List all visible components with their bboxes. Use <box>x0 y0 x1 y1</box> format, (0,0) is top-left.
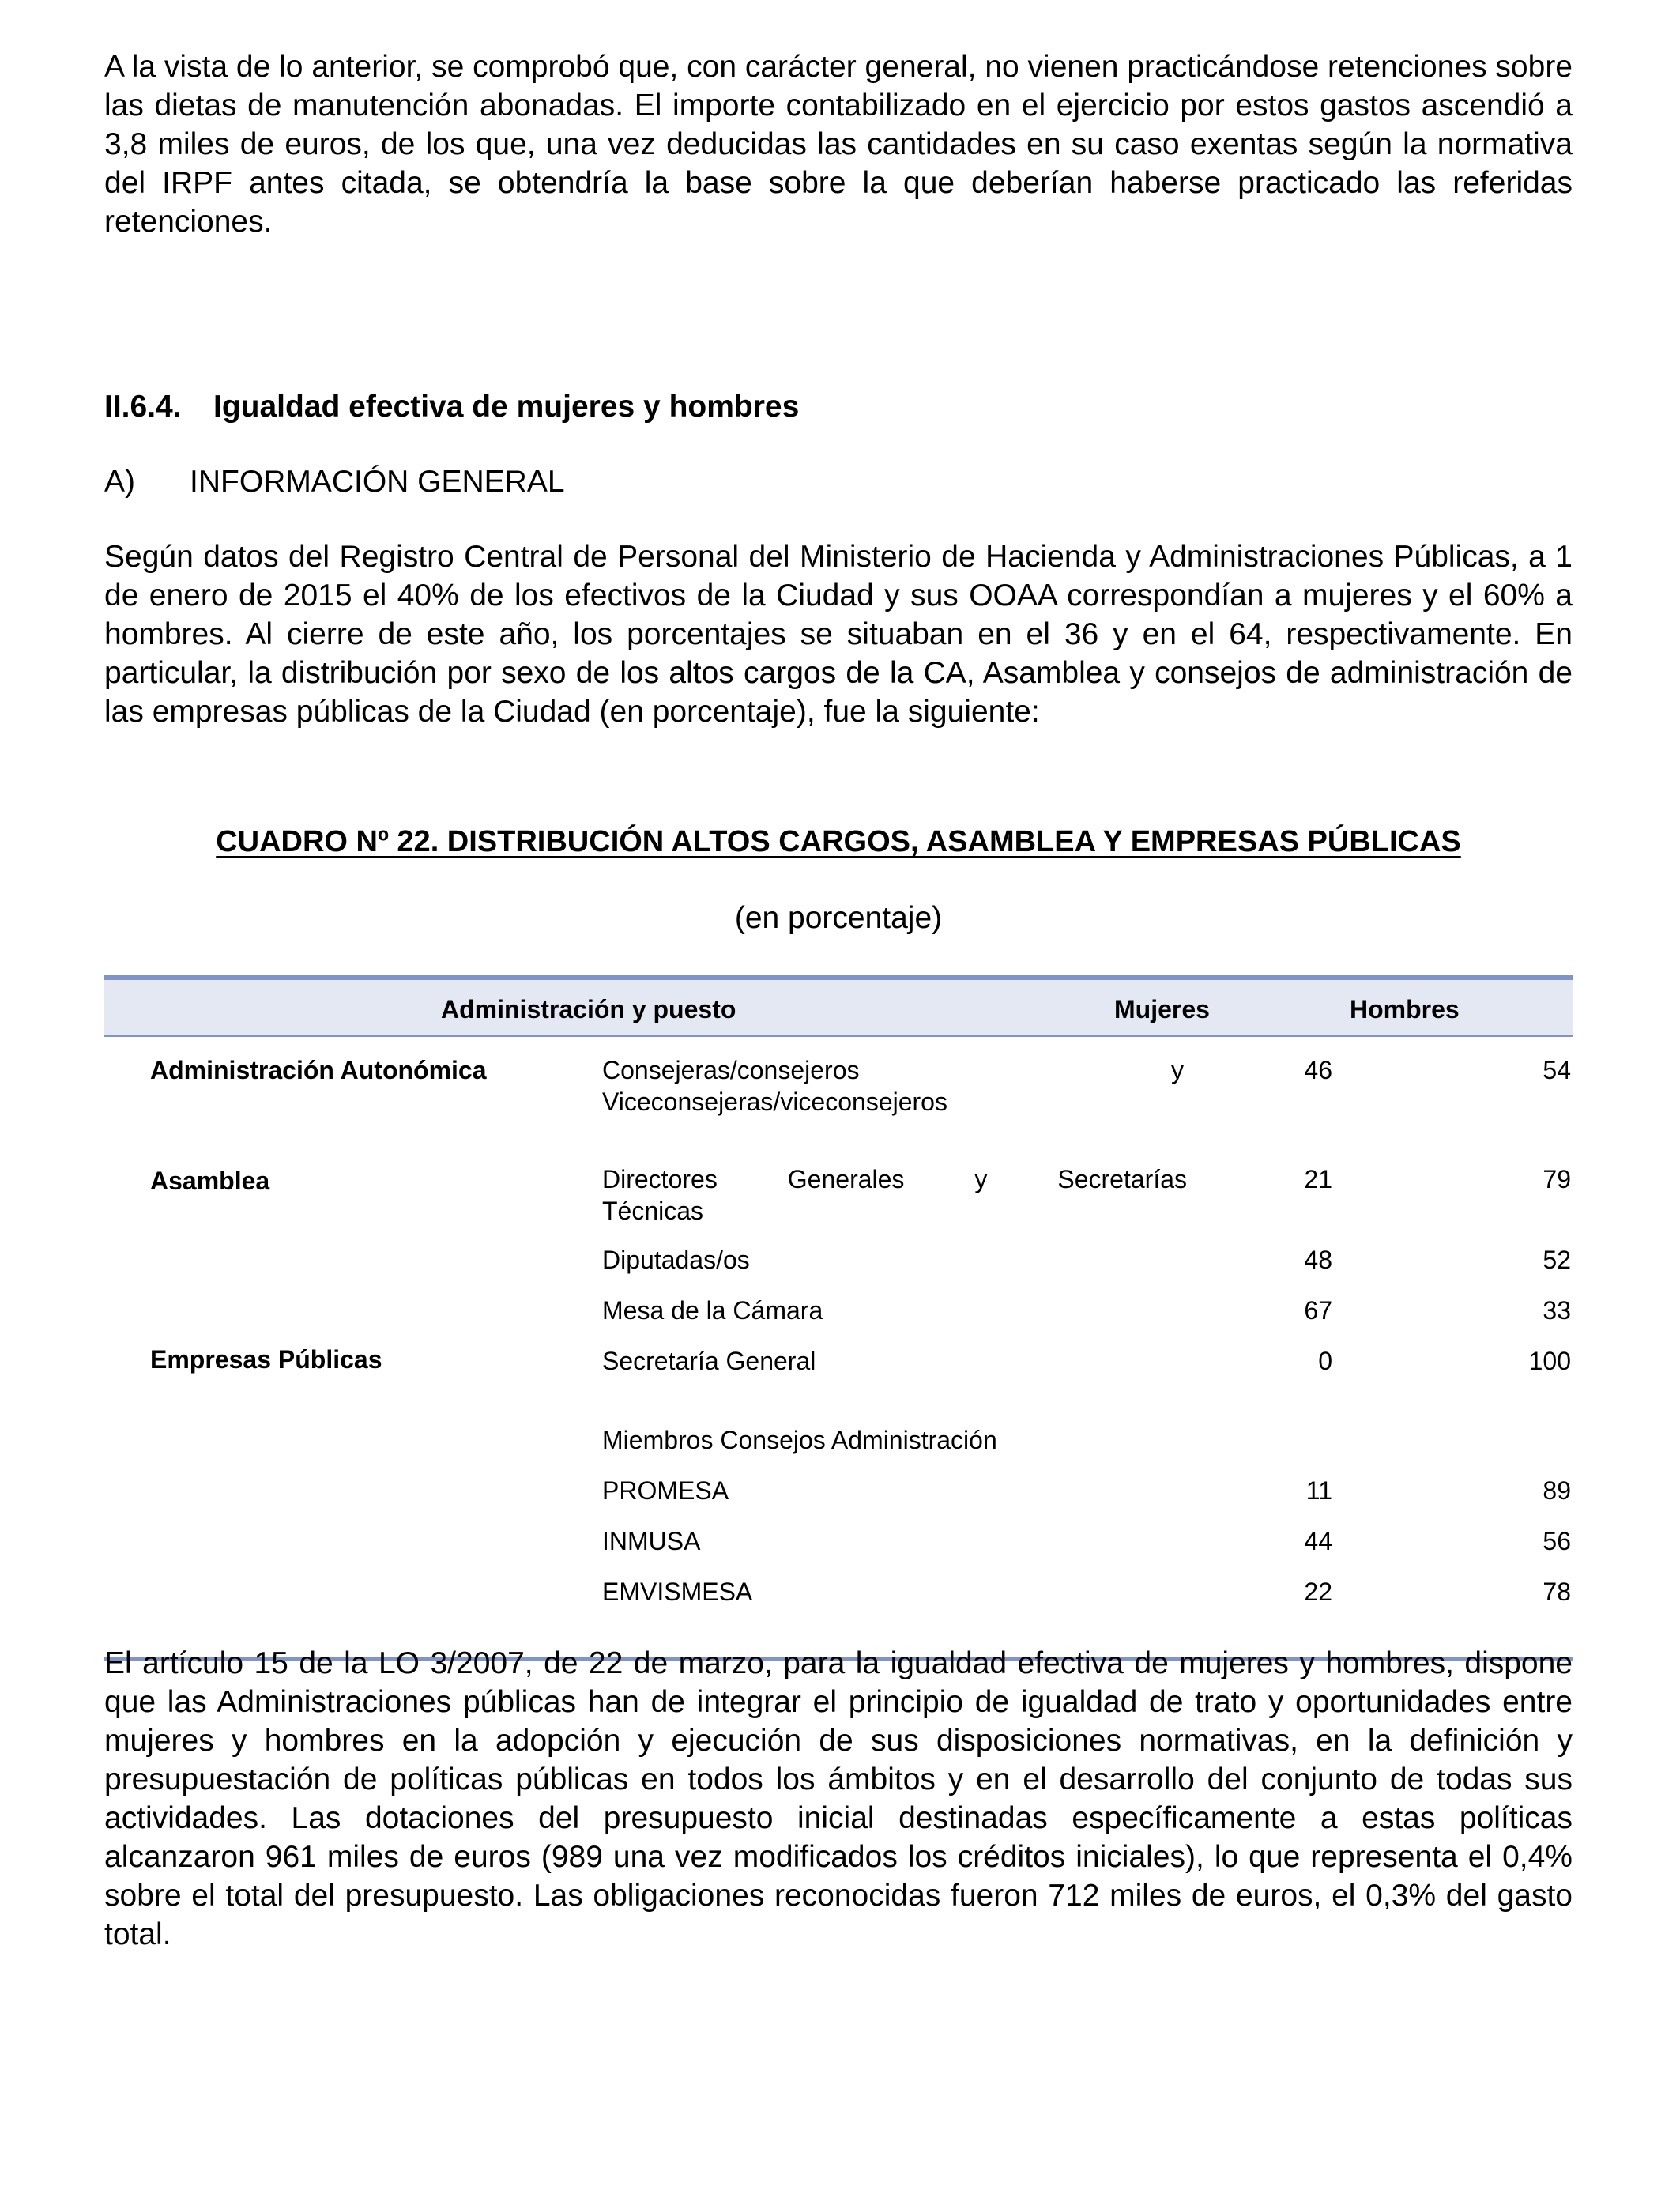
header-hombres: Hombres <box>1350 995 1460 1023</box>
table-title: CUADRO Nº 22. DISTRIBUCIÓN ALTOS CARGOS, ASAMBLEA Y EMPRESAS PÚBLICAS <box>216 825 1461 858</box>
post-cont: Técnicas <box>602 1197 704 1225</box>
table-row-post: PROMESA <box>602 1476 729 1505</box>
section-heading <box>104 387 799 427</box>
table-row-post: INMUSA <box>602 1527 701 1555</box>
table-row-post: Mesa de la Cámara <box>602 1296 823 1325</box>
data-table <box>104 975 1573 1657</box>
paragraph-1: A la vista de lo anterior, se comprobó que, con carácter general, no vienen practicándose retenciones sobre las dietas de manutención abonadas. El importe contabilizado en el ejercicio por estos gastos ascendió a 3,8 miles de euros, de los que, una vez deducidas las cantidades en su caso exentas según la normativa del IRPF antes citada, se obtendría la base sobre la que deberían haberse practicado las referidas retenciones. <box>104 50 1573 239</box>
table-row-mujeres: 48 <box>1304 1246 1332 1274</box>
table-row-mujeres: 21 <box>1304 1165 1332 1193</box>
header-admin: Administración y puesto <box>441 995 736 1023</box>
paragraph-2: Según datos del Registro Central de Personal del Ministerio de Hacienda y Administraciones Públicas, a 1 de enero de 2015 el 40% de los efectivos de la Ciudad y sus OOAA correspondían a mujeres y el 60% a hombres. Al cierre de este año, los porcentajes se situaban en el 36 y en el 64, respectivamente. En particular, la distribución por sexo de los altos cargos de la CA, Asamblea y consejos de administración de las empresas públicas de la Ciudad (en porcentaje), fue la siguiente: <box>104 540 1573 729</box>
table-row-post: Secretaría General <box>602 1347 816 1375</box>
paragraph-3-wrap <box>104 1644 1573 1954</box>
table-row-post: Miembros Consejos Administración <box>602 1426 997 1454</box>
table-row-hombres: 78 <box>1543 1578 1571 1606</box>
subsection-letter: A) <box>104 465 135 499</box>
table-row-hombres: 52 <box>1543 1246 1571 1274</box>
table-row-hombres: 89 <box>1543 1476 1571 1505</box>
table-row-hombres: 33 <box>1543 1296 1571 1325</box>
table-row-hombres: 79 <box>1543 1165 1571 1193</box>
table-row-hombres: 100 <box>1528 1347 1571 1375</box>
group-asamblea: Asamblea <box>150 1167 270 1195</box>
group-empresas-publicas: Empresas Públicas <box>150 1345 382 1374</box>
section-number: II.6.4. <box>104 390 182 424</box>
table-row-post: Diputadas/os <box>602 1246 750 1274</box>
group-administracion-autonomica: Administración Autonómica <box>150 1056 487 1084</box>
table-row-mujeres: 44 <box>1304 1527 1332 1555</box>
paragraph-2-wrap <box>104 537 1573 731</box>
table-row-mujeres: 11 <box>1305 1476 1332 1505</box>
subsection-title: INFORMACIÓN GENERAL <box>190 465 565 499</box>
table-subtitle: (en porcentaje) <box>734 901 943 935</box>
table-body <box>104 1037 1573 1657</box>
table-row-hombres: 54 <box>1543 1056 1571 1084</box>
table-row-mujeres: 46 <box>1304 1056 1332 1084</box>
table-row-hombres: 56 <box>1543 1527 1571 1555</box>
header-mujeres: Mujeres <box>1114 995 1210 1023</box>
intro-section <box>104 47 1573 241</box>
table-row-post: Directores Generales y Secretarías Técnicas <box>602 1165 1187 1225</box>
table-row-post-cont: Viceconsejeras/viceconsejeros <box>602 1088 947 1116</box>
table-header <box>104 980 1573 1037</box>
table-row-post: Consejeras/consejeros <box>602 1056 860 1084</box>
table-row-post-conj: y <box>1171 1056 1184 1084</box>
table-row-mujeres: 0 <box>1318 1347 1332 1375</box>
paragraph-3: El artículo 15 de la LO 3/2007, de 22 de marzo, para la igualdad efectiva de mujeres y hombres, dispone que las Administraciones públicas han de integrar el principio de igualdad de trato y oportunidades entre mujeres y hombres en la adopción y ejecución de sus disposiciones normativas, en la definición y presupuestación de políticas públicas en todos los ámbitos y en el desarrollo del conjunto de todas sus actividades. Las dotaciones del presupuesto inicial destinadas específicamente a estas políticas alcanzaron 961 miles de euros (989 una vez modificados los créditos iniciales), lo que representa el 0,4% sobre el total del presupuesto. Las obligaciones reconocidas fueron 712 miles de euros, el 0,3% del gasto total. <box>104 1646 1573 1951</box>
section-title: Igualdad efectiva de mujeres y hombres <box>213 390 800 424</box>
subsection-heading <box>104 462 565 502</box>
table-row-mujeres: 22 <box>1304 1578 1332 1606</box>
table-row-mujeres: 67 <box>1304 1296 1332 1325</box>
table-row-post: EMVISMESA <box>602 1578 753 1606</box>
